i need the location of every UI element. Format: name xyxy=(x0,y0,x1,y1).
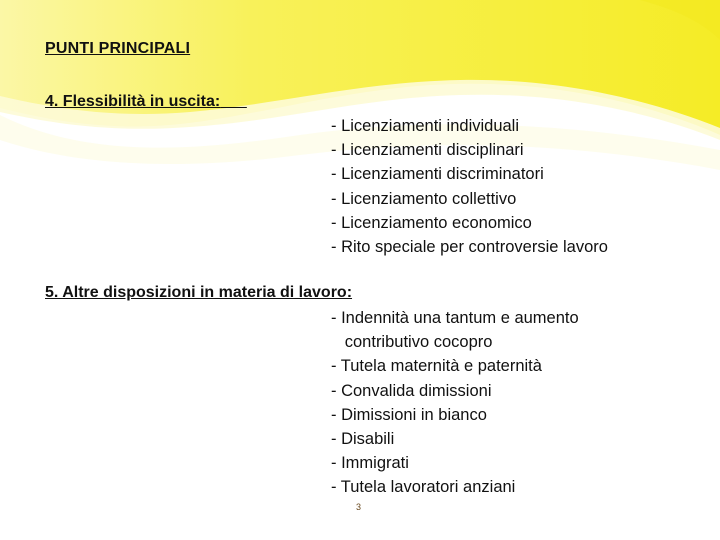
list-item: - Indennità una tantum e aumento xyxy=(331,309,579,327)
list-item: - Rito speciale per controversie lavoro xyxy=(331,238,608,257)
list-item: - Immigrati xyxy=(331,454,409,473)
list-item: - Licenziamenti individuali xyxy=(331,117,520,135)
bullet-list xyxy=(331,306,579,500)
slide-title: PUNTI PRINCIPALI xyxy=(45,40,191,57)
section-heading xyxy=(45,93,247,111)
list-item: - Tutela lavoratori anziani xyxy=(331,478,516,497)
section-heading-text: 4. Flessibilità in uscita: xyxy=(45,93,221,110)
list-item: - Disabili xyxy=(331,430,395,449)
list-item: - Dimissioni in bianco xyxy=(331,405,487,424)
page-number: 3 xyxy=(356,502,362,512)
list-item: contributivo cocopro xyxy=(331,333,493,352)
list-item: - Licenziamenti discriminatori xyxy=(331,165,544,184)
list-item: - Convalida dimissioni xyxy=(331,381,492,400)
list-item: - Licenziamento collettivo xyxy=(331,189,517,208)
bullet-list xyxy=(331,114,608,259)
list-item: - Tutela maternità e paternità xyxy=(331,357,542,376)
section-heading: 5. Altre disposizioni in materia di lavoro: xyxy=(45,284,353,301)
section-heading-underline-tail xyxy=(220,93,247,110)
list-item: - Licenziamenti disciplinari xyxy=(331,141,524,160)
list-item: - Licenziamento economico xyxy=(331,213,532,232)
